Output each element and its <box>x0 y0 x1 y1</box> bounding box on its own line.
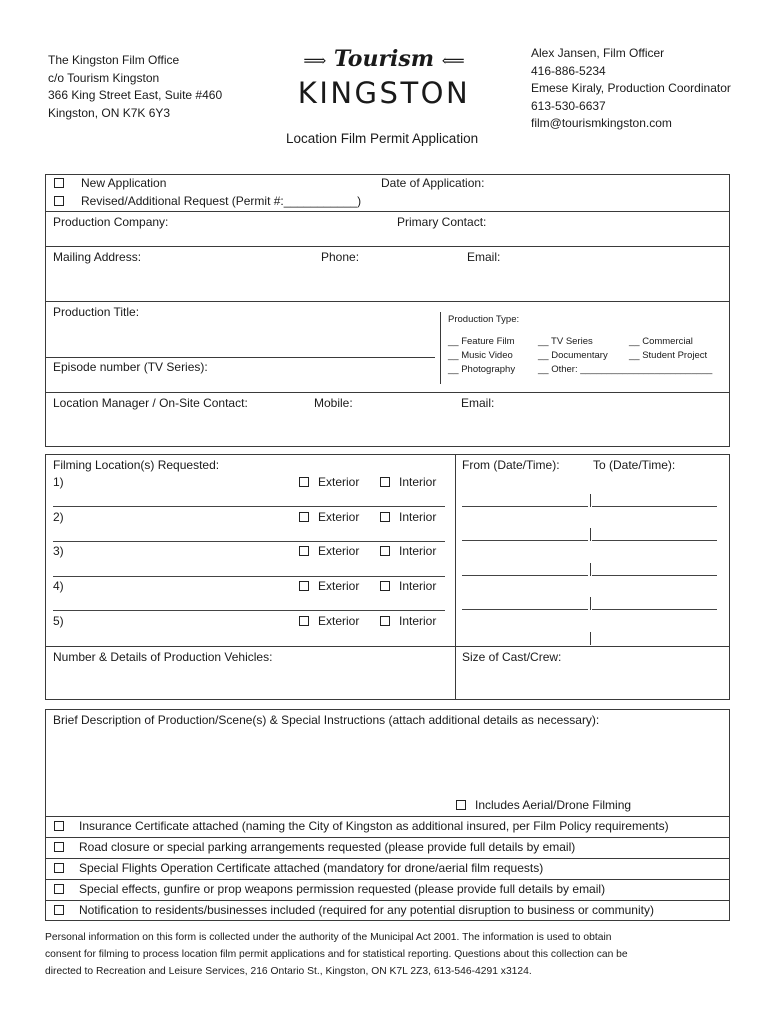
row-divider <box>45 646 730 647</box>
row-divider <box>45 246 730 247</box>
location-number: 1) <box>53 475 64 489</box>
checklist-label: Insurance Certificate attached (naming the City of Kingston as additional insured, per Film Policy requirements) <box>79 819 669 833</box>
date-separator <box>590 494 591 507</box>
row-divider <box>45 900 730 901</box>
type-tv-series[interactable]: __ TV Series <box>538 336 593 347</box>
location-number: 2) <box>53 510 64 524</box>
mobile-field[interactable]: Mobile: <box>314 396 353 410</box>
exterior-label: Exterior <box>318 614 360 628</box>
notification-checkbox[interactable] <box>54 902 654 919</box>
production-title-field[interactable]: Production Title: <box>53 305 140 319</box>
description-border-bottom <box>45 920 730 921</box>
filming-column-divider <box>455 454 456 700</box>
logo-swoosh-left-icon: ⟹ <box>303 51 327 70</box>
checkbox-icon <box>54 842 64 852</box>
filming-border-left <box>45 454 46 700</box>
sfoc-checkbox[interactable] <box>54 860 543 877</box>
interior-checkbox[interactable] <box>380 578 436 595</box>
exterior-label: Exterior <box>318 544 360 558</box>
row-divider <box>45 837 730 838</box>
location-number: 5) <box>53 614 64 628</box>
checklist-label: Special effects, gunfire or prop weapons permission requested (please provide full details by email) <box>79 882 606 896</box>
row-divider <box>45 357 435 358</box>
location-line[interactable] <box>53 506 445 507</box>
interior-checkbox[interactable] <box>380 509 436 526</box>
interior-label: Interior <box>399 544 437 558</box>
location-email-field[interactable]: Email: <box>461 396 495 410</box>
logo-swoosh-right-icon: ⟸ <box>441 51 465 70</box>
interior-label: Interior <box>399 510 437 524</box>
from-date-line[interactable] <box>462 609 588 610</box>
contact-line: Emese Kiraly, Production Coordinator <box>531 81 731 95</box>
exterior-checkbox[interactable] <box>299 578 359 595</box>
filming-border-top <box>45 454 730 455</box>
checkbox-icon <box>456 800 466 810</box>
location-line[interactable] <box>53 610 445 611</box>
checkbox-icon <box>54 821 64 831</box>
privacy-line: directed to Recreation and Leisure Services, 216 Ontario St., Kingston, ON K7L 2Z3, 613-546-4291 x3124. <box>45 966 532 977</box>
row-divider <box>45 392 730 393</box>
from-date-label: From (Date/Time): <box>462 458 560 472</box>
interior-checkbox[interactable] <box>380 613 436 630</box>
logo-tourism: Tourism <box>333 46 435 72</box>
exterior-checkbox[interactable] <box>299 474 359 491</box>
revised-request-label: Revised/Additional Request (Permit #:___________) <box>81 194 362 208</box>
description-border-right <box>729 709 730 921</box>
row-divider <box>45 211 730 212</box>
exterior-label: Exterior <box>318 579 360 593</box>
new-application-checkbox[interactable] <box>54 175 166 192</box>
type-photography[interactable]: __ Photography <box>448 364 516 375</box>
from-date-line[interactable] <box>462 575 588 576</box>
contact-line: Alex Jansen, Film Officer <box>531 46 665 60</box>
checkbox-icon <box>54 196 64 206</box>
contact-email: film@tourismkingston.com <box>531 116 672 130</box>
primary-contact-field[interactable]: Primary Contact: <box>397 215 487 229</box>
production-type-divider <box>440 312 441 384</box>
production-vehicles-field[interactable]: Number & Details of Production Vehicles: <box>53 650 273 664</box>
checkbox-icon <box>299 477 309 487</box>
contact-info <box>531 45 731 133</box>
type-documentary[interactable]: __ Documentary <box>538 350 608 361</box>
type-music-video[interactable]: __ Music Video <box>448 350 513 361</box>
checkbox-icon <box>380 512 390 522</box>
to-date-line[interactable] <box>592 540 717 541</box>
tourism-kingston-logo <box>276 44 492 114</box>
contact-line: 416-886-5234 <box>531 63 606 78</box>
checkbox-icon <box>380 546 390 556</box>
aerial-drone-label: Includes Aerial/Drone Filming <box>475 798 632 812</box>
office-address <box>48 52 222 122</box>
production-company-field[interactable]: Production Company: <box>53 215 169 229</box>
exterior-checkbox[interactable] <box>299 613 359 630</box>
filming-border-bottom <box>45 699 730 700</box>
description-border-top <box>45 709 730 710</box>
revised-request-checkbox[interactable] <box>54 193 361 210</box>
type-feature-film[interactable]: __ Feature Film <box>448 336 515 347</box>
checkbox-icon <box>54 178 64 188</box>
new-application-label: New Application <box>81 176 167 190</box>
cast-crew-size-field[interactable]: Size of Cast/Crew: <box>462 650 562 664</box>
insurance-checkbox[interactable] <box>54 818 669 835</box>
row-divider <box>45 816 730 817</box>
interior-label: Interior <box>399 579 437 593</box>
office-line: Kingston, ON K7K 6Y3 <box>48 105 171 120</box>
interior-checkbox[interactable] <box>380 474 436 491</box>
form-title: Location Film Permit Application <box>286 131 479 146</box>
date-of-application-field[interactable]: Date of Application: <box>381 176 485 190</box>
filming-border-right <box>729 454 730 700</box>
to-date-line[interactable] <box>592 609 717 610</box>
row-divider <box>45 301 730 302</box>
location-manager-field[interactable]: Location Manager / On-Site Contact: <box>53 396 248 410</box>
date-separator <box>590 563 591 576</box>
description-label: Brief Description of Production/Scene(s) & Special Instructions (attach additional details as necessary): <box>53 713 600 727</box>
to-date-line[interactable] <box>592 575 717 576</box>
location-number: 3) <box>53 544 64 558</box>
privacy-notice <box>45 929 628 980</box>
email-field[interactable]: Email: <box>467 250 501 264</box>
exterior-label: Exterior <box>318 510 360 524</box>
row-divider <box>45 879 730 880</box>
checkbox-icon <box>54 863 64 873</box>
checkbox-icon <box>380 581 390 591</box>
interior-label: Interior <box>399 475 437 489</box>
contact-line: 613-530-6637 <box>531 98 606 113</box>
checklist-label: Notification to residents/businesses included (required for any potential disruption to business or community) <box>79 903 654 917</box>
logo-kingston: KINGSTON <box>297 76 471 110</box>
row-divider <box>45 858 730 859</box>
to-date-label: To (Date/Time): <box>593 458 676 472</box>
exterior-label: Exterior <box>318 475 360 489</box>
exterior-checkbox[interactable] <box>299 509 359 526</box>
type-commercial[interactable]: __ Commercial <box>629 336 693 347</box>
privacy-line: Personal information on this form is collected under the authority of the Municipal Act 2001. The information is used to obtain <box>45 932 612 943</box>
exterior-checkbox[interactable] <box>299 543 359 560</box>
filming-locations-label: Filming Location(s) Requested: <box>53 458 220 472</box>
privacy-line: consent for filming to process location film permit applications and for statistical reporting. Questions about this collection can be <box>45 949 628 960</box>
checklist-label: Road closure or special parking arrangements requested (please provide full details by email) <box>79 840 576 854</box>
checklist-label: Special Flights Operation Certificate attached (mandatory for drone/aerial film requests) <box>79 861 544 875</box>
checkbox-icon <box>299 581 309 591</box>
road-closure-checkbox[interactable] <box>54 839 575 856</box>
office-line: The Kingston Film Office <box>48 53 180 67</box>
description-border-left <box>45 709 46 921</box>
checkbox-icon <box>299 546 309 556</box>
office-line: c/o Tourism Kingston <box>48 70 160 85</box>
table-border-right <box>729 174 730 447</box>
interior-checkbox[interactable] <box>380 543 436 560</box>
mailing-address-field[interactable]: Mailing Address: <box>53 250 142 264</box>
table-border-left <box>45 174 46 447</box>
to-date-line[interactable] <box>592 506 717 507</box>
location-line[interactable] <box>53 541 445 542</box>
special-effects-checkbox[interactable] <box>54 881 605 898</box>
type-other[interactable]: __ Other: _________________________ <box>538 364 713 375</box>
checkbox-icon <box>380 477 390 487</box>
aerial-drone-checkbox[interactable] <box>456 797 631 814</box>
production-type-label: Production Type: <box>448 314 520 325</box>
location-number: 4) <box>53 579 64 593</box>
interior-label: Interior <box>399 614 437 628</box>
episode-number-field[interactable]: Episode number (TV Series): <box>53 360 208 374</box>
from-date-line[interactable] <box>462 540 588 541</box>
date-separator <box>590 632 591 645</box>
date-separator <box>590 597 591 610</box>
checkbox-icon <box>299 616 309 626</box>
office-line: 366 King Street East, Suite #460 <box>48 88 223 102</box>
table-border-bottom <box>45 446 730 447</box>
checkbox-icon <box>54 884 64 894</box>
checkbox-icon <box>54 905 64 915</box>
from-date-line[interactable] <box>462 506 588 507</box>
date-separator <box>590 528 591 541</box>
checkbox-icon <box>380 616 390 626</box>
phone-field[interactable]: Phone: <box>321 250 360 264</box>
type-student-project[interactable]: __ Student Project <box>629 350 708 361</box>
checkbox-icon <box>299 512 309 522</box>
location-line[interactable] <box>53 576 445 577</box>
